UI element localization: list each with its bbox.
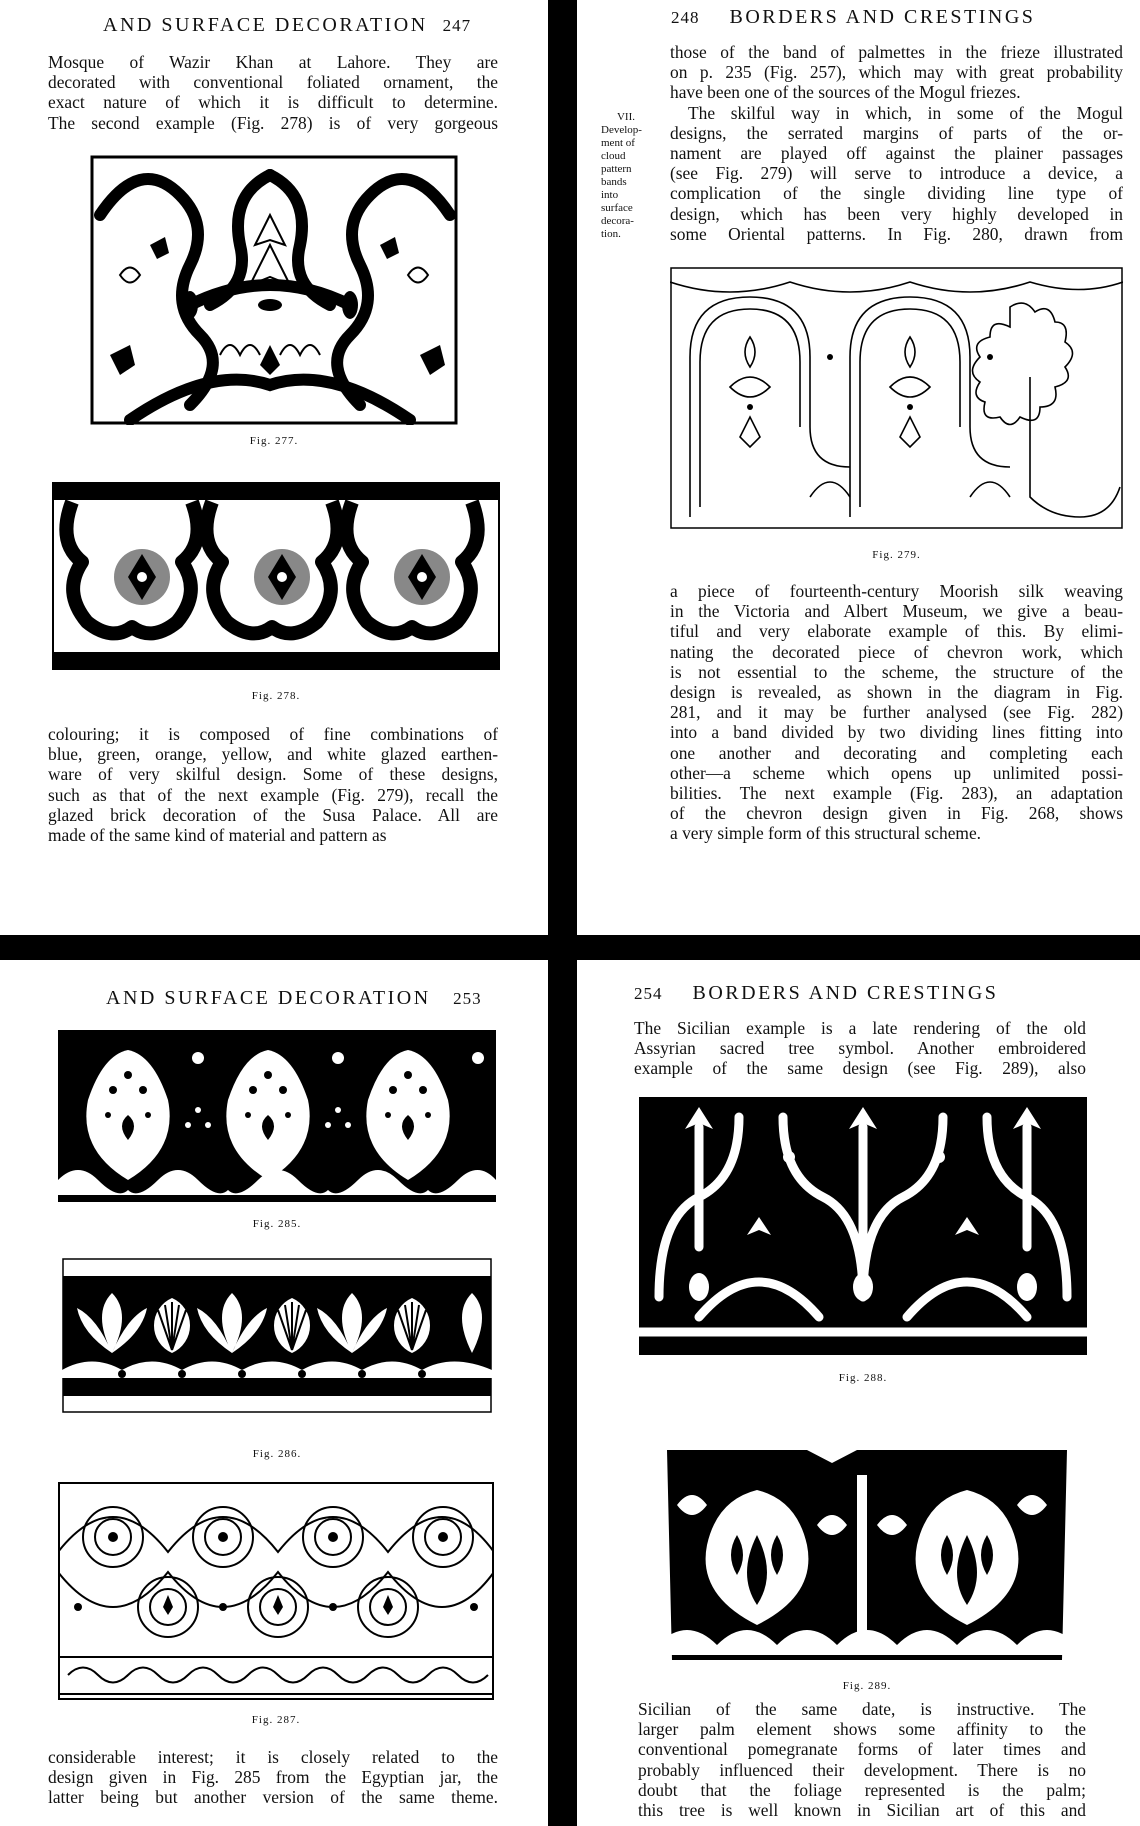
text-line: larger palm element shows some affinity to the xyxy=(638,1719,1086,1740)
text-line: glazed brick decoration of the Susa Palace. All are xyxy=(48,804,498,825)
page-253 xyxy=(0,960,548,1826)
text-line: is not essential to the scheme, the structure of the xyxy=(670,661,1123,682)
text-line: other—a scheme which opens up unlimited possi- xyxy=(670,762,1123,783)
figure-289-illustration xyxy=(657,1445,1077,1665)
running-head xyxy=(103,14,471,37)
text-line: a piece of fourteenth-century Moorish silk weaving xyxy=(670,581,1123,601)
page-247 xyxy=(0,0,548,935)
text-line: tiful and very elaborate example of this. By elimi- xyxy=(670,621,1123,642)
running-head xyxy=(634,982,998,1005)
text-line: The skilful way in which, in some of the Mogul xyxy=(688,102,1123,123)
margin-note-line: pattern xyxy=(601,163,632,175)
figure-caption: Fig. 289. xyxy=(842,1680,892,1692)
text-line: design, which has been very highly developed in xyxy=(670,203,1123,224)
text-line: example of the same design (see Fig. 289), also xyxy=(634,1058,1086,1079)
figure-caption: Fig. 278. xyxy=(251,690,301,702)
paragraph xyxy=(638,1699,1086,1820)
text-line: a very simple form of this structural scheme. xyxy=(670,823,982,844)
running-head xyxy=(671,6,1035,29)
text-line: design given in Fig. 285 from the Egyptian jar, the xyxy=(48,1767,498,1788)
running-head xyxy=(106,987,482,1010)
figure-278-illustration xyxy=(52,482,500,670)
text-line: The second example (Fig. 278) is of very gorgeous xyxy=(48,112,498,133)
text-line: one another and decorating and completing each xyxy=(670,742,1123,763)
text-line: designs, the serrated margins of parts of the or- xyxy=(670,122,1123,143)
text-line: made of the same kind of material and pattern as xyxy=(48,825,387,846)
margin-note-line: Develop- xyxy=(601,124,642,136)
text-line: latter being but another version of the same theme. xyxy=(48,1787,498,1808)
figure-279-illustration xyxy=(670,267,1123,529)
text-line: design is revealed, as shown in the diagram in Fig. xyxy=(670,682,1123,703)
figure-caption: Fig. 286. xyxy=(252,1448,302,1460)
text-line: into a band divided by two dividing lines fitting into xyxy=(670,722,1123,743)
text-line: such as that of the next example (Fig. 279), recall the xyxy=(48,784,498,805)
text-line: of the chevron design given in Fig. 268, shows xyxy=(670,803,1123,824)
paragraph xyxy=(48,52,498,133)
text-line: have been one of the sources of the Mogul friezes. xyxy=(670,82,1021,103)
text-line: considerable interest; it is closely related to the xyxy=(48,1747,498,1767)
text-line: this tree is well known in Sicilian art of this and xyxy=(638,1800,1086,1821)
running-head-title: BORDERS AND CRESTINGS xyxy=(729,6,1036,28)
page-number: 254 xyxy=(634,984,663,1003)
margin-note-line: bands xyxy=(601,176,627,188)
text-line: The Sicilian example is a late rendering of the old xyxy=(634,1018,1086,1038)
paragraph xyxy=(48,1747,498,1808)
text-line: complication of the single dividing line type of xyxy=(670,183,1123,204)
running-head-title: BORDERS AND CRESTINGS xyxy=(692,982,999,1004)
figure-caption: Fig. 285. xyxy=(252,1218,302,1230)
margin-note-line: ment of xyxy=(601,137,635,149)
paragraph xyxy=(670,581,1123,844)
text-line: those of the band of palmettes in the frieze illustrated xyxy=(670,42,1123,62)
margin-note-line: tion. xyxy=(601,228,621,240)
paragraph xyxy=(670,42,1123,244)
text-line: bilities. The next example (Fig. 283), an adaptation xyxy=(670,783,1123,804)
figure-277-illustration xyxy=(90,155,458,425)
text-line: Mosque of Wazir Khan at Lahore. They are xyxy=(48,52,498,72)
text-line: on p. 235 (Fig. 257), which may with great probability xyxy=(670,62,1123,83)
text-line: (see Fig. 279) will serve to introduce a device, a xyxy=(670,163,1123,184)
text-line: conventional pomegranate forms of later times and xyxy=(638,1739,1086,1760)
margin-note-line: into xyxy=(601,189,619,201)
figure-286-illustration xyxy=(62,1258,492,1413)
page-254 xyxy=(577,960,1140,1826)
text-line: nating the decorated piece of chevron work, which xyxy=(670,641,1123,662)
text-line: decorated with conventional foliated ornament, the xyxy=(48,72,498,93)
figure-285-illustration xyxy=(58,1030,496,1202)
paragraph xyxy=(48,724,498,845)
text-line: 281, and it may be further analysed (see Fig. 282) xyxy=(670,702,1123,723)
running-head-title: AND SURFACE DECORATION xyxy=(106,987,431,1009)
figure-287-illustration xyxy=(58,1482,494,1700)
figure-caption: Fig. 287. xyxy=(251,1714,301,1726)
margin-note-line: VII. xyxy=(616,111,636,123)
text-line: ware of very skilful design. Some of these designs, xyxy=(48,764,498,785)
text-line: colouring; it is composed of fine combinations of xyxy=(48,724,498,744)
running-head-title: AND SURFACE DECORATION xyxy=(103,14,428,36)
figure-caption: Fig. 277. xyxy=(249,435,299,447)
text-line: blue, green, orange, yellow, and white glazed earthen- xyxy=(48,744,498,765)
margin-note-line: surface xyxy=(601,202,633,214)
paragraph xyxy=(634,1018,1086,1079)
text-line: nament are played off against the plainer passages xyxy=(670,143,1123,164)
figure-caption: Fig. 279. xyxy=(872,549,921,561)
text-line: exact nature of which it is difficult to determine. xyxy=(48,92,498,113)
figure-caption: Fig. 288. xyxy=(838,1372,888,1384)
page-number: 253 xyxy=(453,989,482,1008)
text-line: Assyrian sacred tree symbol. Another embroidered xyxy=(634,1038,1086,1059)
figure-288-illustration xyxy=(639,1097,1087,1355)
page-number: 248 xyxy=(671,8,700,27)
margin-note xyxy=(601,111,651,241)
text-line: doubt that the foliage represented is the palm; xyxy=(638,1779,1086,1800)
page-number: 247 xyxy=(442,16,472,35)
text-line: some Oriental patterns. In Fig. 280, drawn from xyxy=(670,223,1123,244)
text-line: in the Victoria and Albert Museum, we give a beau- xyxy=(670,601,1123,622)
text-line: probably influenced their development. There is no xyxy=(638,1759,1086,1780)
margin-note-line: cloud xyxy=(601,150,626,162)
text-line: Sicilian of the same date, is instructive. The xyxy=(638,1699,1086,1719)
margin-note-line: decora- xyxy=(601,215,634,227)
page-248 xyxy=(577,0,1140,935)
